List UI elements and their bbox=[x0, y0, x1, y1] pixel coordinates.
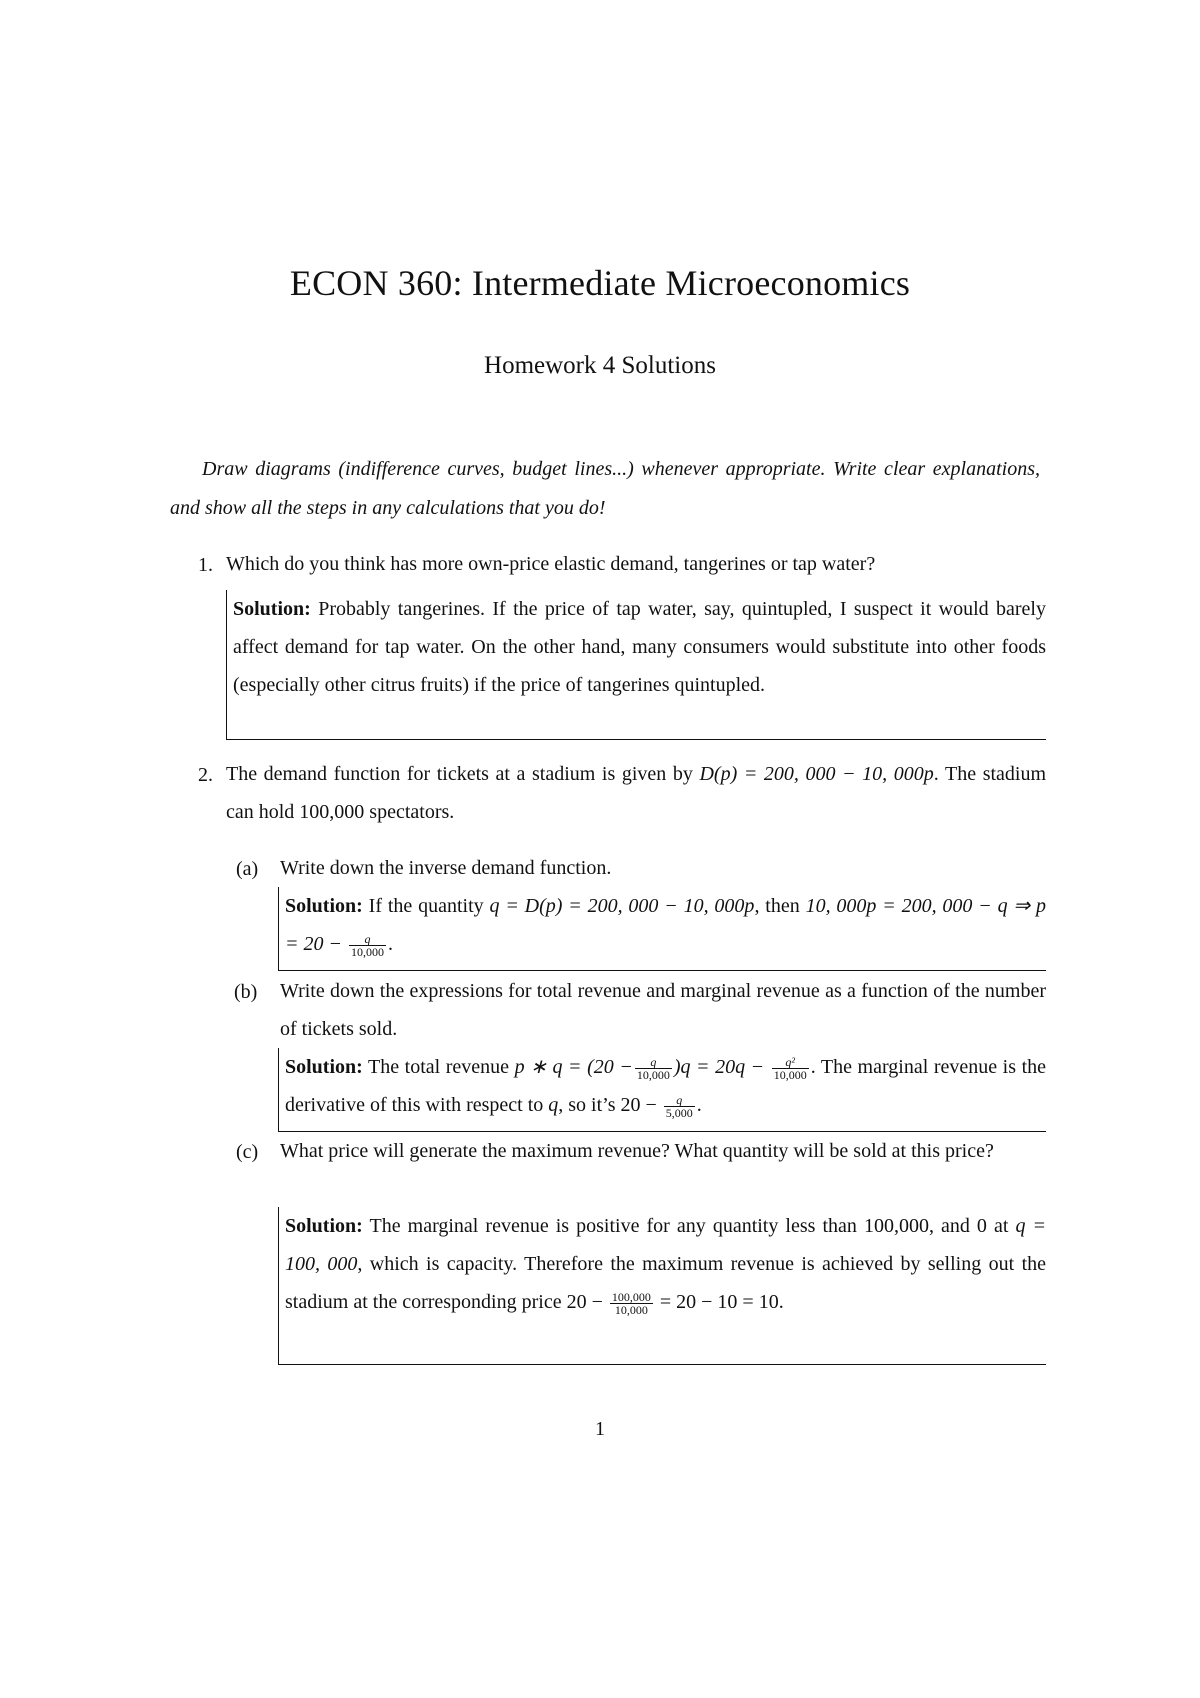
solution-text: . bbox=[388, 933, 393, 955]
page-number: 1 bbox=[595, 1418, 605, 1440]
document-subtitle: Homework 4 Solutions bbox=[484, 352, 716, 379]
question-2-text bbox=[226, 755, 1046, 831]
fraction-numerator: q bbox=[635, 1056, 672, 1069]
part-c-label: (c) bbox=[236, 1141, 259, 1163]
solution-text: , which is capacity. Therefore the maximum revenue is achieved by selling out the stadium at the corresponding price 20 − bbox=[285, 1253, 1046, 1313]
solution-math: q = 100, 000 bbox=[285, 1215, 1047, 1275]
question-1-number: 1. bbox=[198, 554, 213, 576]
question-2-number: 2. bbox=[198, 764, 213, 786]
demand-formula: D(p) = 200, 000 − 10, 000p bbox=[699, 763, 934, 785]
question-2-text-end: . The stadium can hold 100,000 spectators. bbox=[226, 763, 1047, 823]
solution-math: p ∗ q = (20 − bbox=[514, 1056, 633, 1078]
part-c-solution-box bbox=[278, 1207, 1046, 1365]
solution-text: . bbox=[696, 1094, 702, 1116]
solution-text: , then bbox=[754, 895, 800, 917]
solution-label: Solution: bbox=[285, 1215, 363, 1237]
fraction-numerator: q bbox=[349, 933, 386, 946]
part-b-solution-box bbox=[278, 1048, 1046, 1132]
part-a-question: Write down the inverse demand function. bbox=[280, 857, 612, 879]
part-a-solution-box bbox=[278, 887, 1046, 971]
fraction-numerator: q bbox=[664, 1094, 695, 1107]
question-1-solution-text: Probably tangerines. If the price of tap water, say, quintupled, I suspect it would barely affect demand for tap water. On the other hand, many consumers would substitute into other foods (especially other citrus fruits) if the price of tangerines quintupled. bbox=[233, 598, 1046, 696]
solution-text: The total revenue bbox=[368, 1056, 510, 1078]
part-b-question: Write down the expressions for total revenue and marginal revenue as a function of the number of tickets sold. bbox=[280, 980, 1046, 1040]
fraction-numerator: 100,000 bbox=[611, 1289, 651, 1304]
question-1-text: Which do you think has more own-price elastic demand, tangerines or tap water? bbox=[226, 553, 876, 575]
fraction bbox=[349, 933, 386, 958]
instructions-paragraph: Draw diagrams (indifference curves, budget lines...) whenever appropriate. Write clear explanations, and show all the steps in any calculations that you do! bbox=[170, 458, 1040, 519]
part-c-question: What price will generate the maximum revenue? What quantity will be sold at this price? bbox=[280, 1140, 994, 1162]
solution-text: If the quantity bbox=[368, 895, 484, 917]
solution-label: Solution: bbox=[285, 895, 363, 917]
part-a-label: (a) bbox=[236, 858, 259, 880]
fraction-denominator: 10,000 bbox=[773, 1067, 807, 1082]
solution-math: q bbox=[548, 1094, 559, 1116]
fraction-denominator: 10,000 bbox=[351, 944, 384, 959]
solution-label: Solution: bbox=[233, 598, 311, 620]
solution-label: Solution: bbox=[285, 1056, 363, 1078]
fraction-denominator: 5,000 bbox=[665, 1105, 693, 1120]
fraction-denominator: 10,000 bbox=[636, 1067, 670, 1082]
solution-text: The marginal revenue is positive for any quantity less than 100,000, and 0 at bbox=[369, 1215, 1009, 1237]
fraction bbox=[772, 1056, 809, 1081]
solution-math: q = D(p) = 200, 000 − 10, 000p bbox=[489, 895, 755, 917]
fraction-numerator: q² bbox=[772, 1056, 809, 1069]
question-1-solution-box bbox=[226, 590, 1046, 740]
solution-math: 10, 000p = 200, 000 − q ⇒ p = 20 − bbox=[285, 895, 1047, 955]
fraction bbox=[610, 1291, 653, 1316]
fraction bbox=[664, 1094, 695, 1119]
solution-text: . The marginal revenue is the derivative of this with respect to bbox=[285, 1056, 1047, 1116]
fraction bbox=[635, 1056, 672, 1081]
solution-text: = 20 − 10 = 10. bbox=[659, 1291, 784, 1313]
question-2-text-start: The demand function for tickets at a stadium is given by bbox=[226, 763, 693, 785]
solution-math: )q = 20q − bbox=[673, 1056, 765, 1078]
part-b-label: (b) bbox=[234, 981, 258, 1003]
solution-text: , so it’s 20 − bbox=[558, 1094, 657, 1116]
document-title: ECON 360: Intermediate Microeconomics bbox=[289, 263, 911, 303]
fraction-denominator: 10,000 bbox=[614, 1302, 648, 1317]
